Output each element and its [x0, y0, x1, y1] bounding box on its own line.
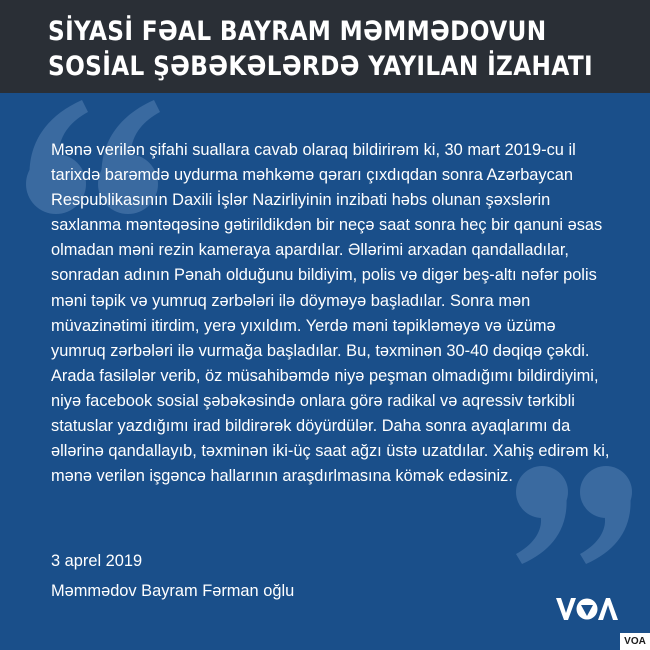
statement-line: tarixdə barəmdə uydurma məhkəmə qərarı çıxdıqdan sonra Azərbaycan [51, 166, 574, 185]
signer-name: Məmmədov Bayram Fərman oğlu [51, 582, 295, 600]
voa-badge: VOA [620, 633, 650, 650]
statement-line: sonradan adının Pənah olduğunu bildiyim, polis və digər beş-altı nəfər polis [51, 266, 597, 285]
statement-line: statuslar yazdığımı irad bildirərək döyürdülər. Daha sonra ayaqlarımı da [51, 417, 571, 436]
statement-line: saxlanma məntəqəsinə gətirildikdən bir neçə saat sonra heç bir qanuni əsas [51, 216, 603, 235]
statement-line: niyə facebook sosial şəbəkəsində onlara görə radikal və aqressiv tərkibli [51, 391, 575, 410]
statement-line: əllərinə qandallayıb, təxminən iki-üç saat ağzı üstə uzatdılar. Xahiş edirəm ki, [51, 442, 610, 461]
statement-line: müvazinətimi itirdim, yerə yıxıldım. Yerdə məni təpikləməyə və üzümə [51, 316, 556, 335]
statement-line: Respublikasının Daxili İşlər Nazirliyinin inzibati həbs olunan şəxslərin [51, 191, 551, 210]
headline-line-1: SİYASİ FƏAL BAYRAM MƏMMƏDOVUN [48, 16, 547, 47]
header-banner [0, 0, 650, 93]
statement-line: məni təpik və yumruq zərbələri ilə döyməyə başladılar. Sonra mən [51, 291, 531, 310]
statement-text [51, 138, 611, 489]
statement-line: olmadan məni rezin kameraya apardılar. Əllərimi arxadan qandalladılar, [51, 241, 569, 260]
statement-date: 3 aprel 2019 [51, 552, 143, 570]
statement-line: mənə verilən işgəncə hallarının araşdırlmasına kömək edəsiniz. [51, 467, 513, 486]
headline-line-2: SOSİAL ŞƏBƏKƏLƏRDƏ YAYILAN İZAHATI [48, 51, 594, 82]
statement-line: yumruq zərbələri ilə vurmağa başladılar. Bu, təxminən 30-40 dəqiqə çəkdi. [51, 341, 590, 360]
voa-logo-icon [556, 596, 618, 622]
statement-line: Mənə verilən şifahi suallara cavab olaraq bildirirəm ki, 30 mart 2019-cu il [51, 141, 576, 159]
statement-line: Arada fasilələr verib, öz müsahibəmdə niyə peşman olmadığımı bildirdiyimi, [51, 366, 599, 385]
